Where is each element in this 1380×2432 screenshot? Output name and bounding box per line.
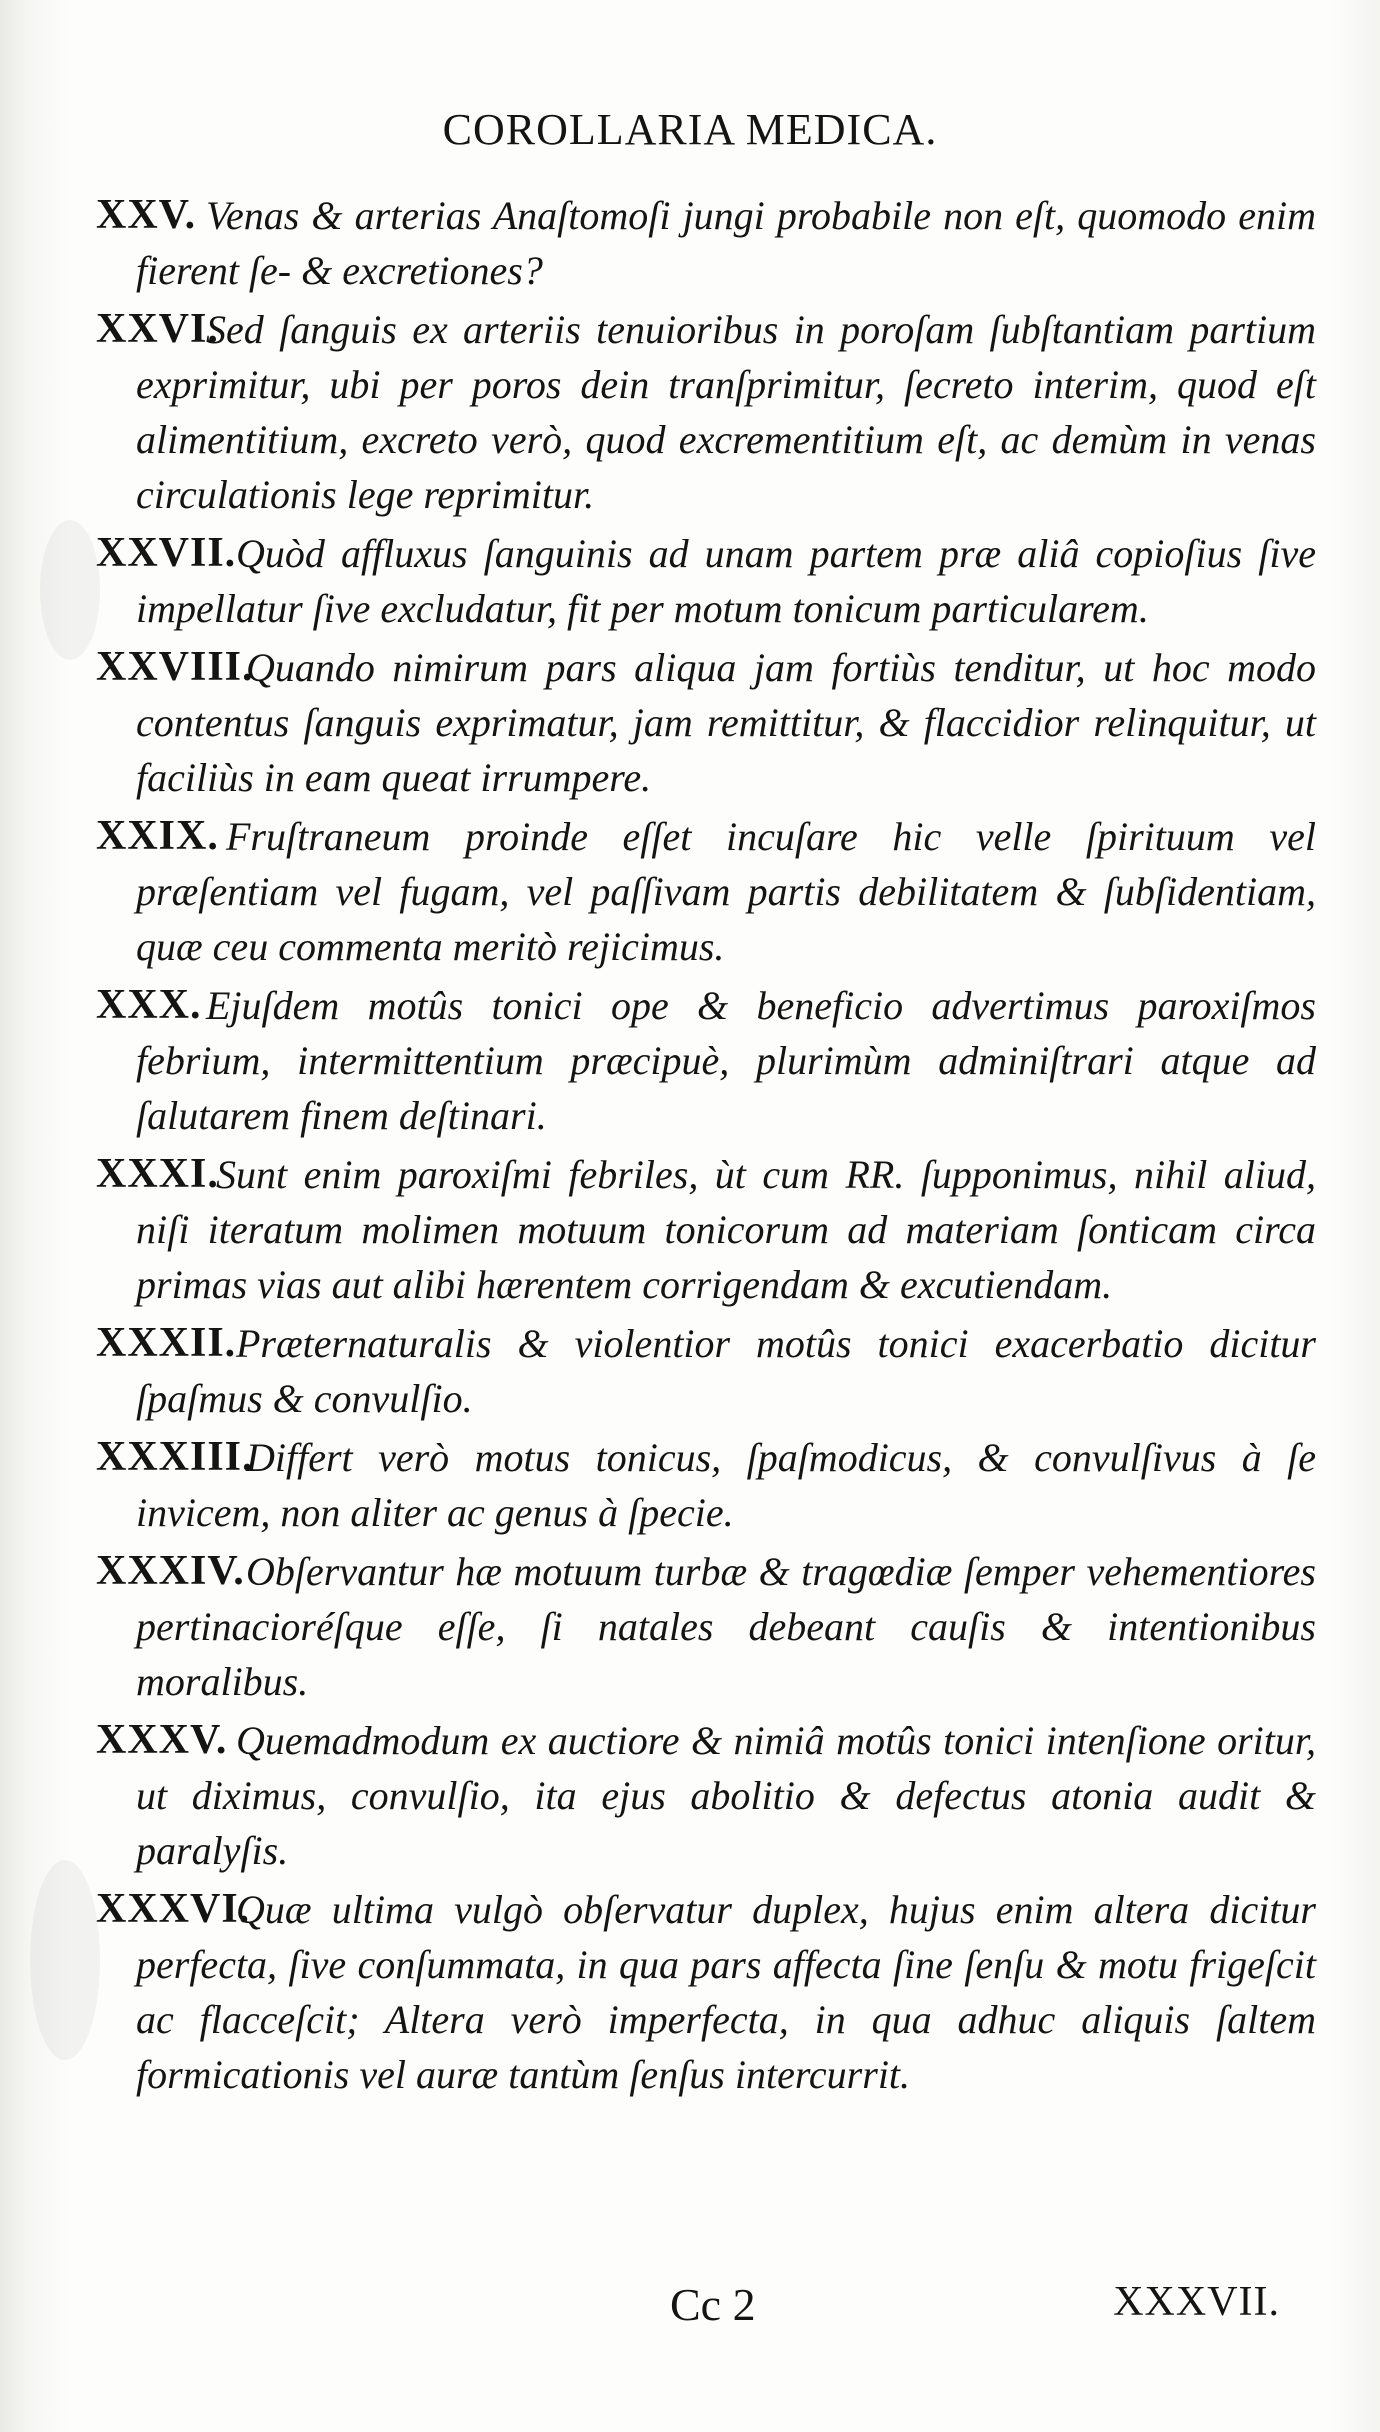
corollary-text: Sed ſanguis ex arteriis tenuioribus in poroſam ſubſtantiam partium exprimitur, ubi per poros dein tranſprimitur, ſecreto interim, quod eſt alimentitium, excreto verò, quod excrementitium eſt, ac demùm in venas circulationis lege reprimitur. bbox=[136, 307, 1316, 517]
corollary-36 bbox=[96, 1882, 1316, 2102]
corollary-text: Sunt enim paroxiſmi febriles, ùt cum RR. ſupponimus, nihil aliud, niſi iteratum molimen motuum tonicorum ad materiam ſonticam circa primas vias aut alibi hærentem corrigendam & excutiendam. bbox=[136, 1152, 1316, 1307]
corollary-numeral: XXX. bbox=[96, 982, 202, 1028]
corollary-text: Quemadmodum ex auctiore & nimiâ motûs tonici intenſione oritur, ut diximus, convulſio, ita ejus abolitio & defectus atonia audit & paralyſis. bbox=[136, 1718, 1316, 1873]
signature-mark: Cc 2 bbox=[670, 2279, 756, 2330]
corollary-text: Quòd affluxus ſanguinis ad unam partem præ aliâ copioſius ſive impellatur ſive excludatur, fit per motum tonicum particularem. bbox=[136, 531, 1316, 631]
corollary-numeral: XXVIII. bbox=[96, 644, 254, 690]
paper-stain bbox=[30, 1860, 100, 2060]
corollary-numeral: XXXVI. bbox=[96, 1886, 251, 1932]
corollary-numeral: XXV. bbox=[96, 192, 197, 238]
corollary-numeral: XXXII. bbox=[96, 1320, 237, 1366]
corollary-32 bbox=[96, 1316, 1316, 1426]
corollaries-list bbox=[96, 188, 1316, 2106]
corollary-numeral: XXXIV. bbox=[96, 1548, 245, 1594]
corollary-34 bbox=[96, 1544, 1316, 1709]
corollary-31 bbox=[96, 1147, 1316, 1312]
corollary-33 bbox=[96, 1430, 1316, 1540]
corollary-numeral: XXXI. bbox=[96, 1151, 219, 1197]
corollary-numeral: XXXV. bbox=[96, 1717, 228, 1763]
corollary-35 bbox=[96, 1713, 1316, 1878]
corollary-numeral: XXIX. bbox=[96, 813, 219, 859]
corollary-text: Differt verò motus tonicus, ſpaſmodicus, & convulſivus à ſe invicem, non aliter ac genus à ſpecie. bbox=[136, 1435, 1316, 1535]
corollary-text: Ejuſdem motûs tonici ope & beneficio advertimus paroxiſmos febrium, intermittentium præcipuè, plurimùm adminiſtrari atque ad ſalutarem finem deſtinari. bbox=[136, 983, 1316, 1138]
corollary-26 bbox=[96, 302, 1316, 522]
corollary-30 bbox=[96, 978, 1316, 1143]
catchword: XXXVII. bbox=[1113, 2279, 1280, 2325]
corollary-numeral: XXVI. bbox=[96, 306, 219, 352]
corollary-text: Præternaturalis & violentior motûs tonici exacerbatio dicitur ſpaſmus & convulſio. bbox=[136, 1321, 1316, 1421]
page-footer bbox=[0, 2278, 1380, 2338]
corollary-numeral: XXXIII. bbox=[96, 1434, 254, 1480]
running-head: COROLLARIA MEDICA. bbox=[442, 105, 938, 154]
corollary-text: Quando nimirum pars aliqua jam fortiùs tenditur, ut hoc modo contentus ſanguis exprimatur, jam remittitur, & flaccidior relinquitur, ut faciliùs in eam queat irrumpere. bbox=[136, 645, 1316, 800]
corollary-25 bbox=[96, 188, 1316, 298]
corollary-numeral: XXVII. bbox=[96, 530, 237, 576]
corollary-28 bbox=[96, 640, 1316, 805]
corollary-text: Obſervantur hæ motuum turbæ & tragœdiæ ſemper vehementiores pertinacioréſque eſſe, ſi natales debeant cauſis & intentionibus moralibus. bbox=[136, 1549, 1316, 1704]
paper-stain bbox=[40, 520, 100, 660]
corollary-text: Venas & arterias Anaſtomoſi jungi probabile non eſt, quomodo enim fierent ſe- & excretiones? bbox=[136, 193, 1316, 293]
corollary-text: Quæ ultima vulgò obſervatur duplex, hujus enim altera dicitur perfecta, ſive conſummata, in qua pars affecta ſine ſenſu & motu frigeſcit ac flacceſcit; Altera verò imperfecta, in qua adhuc aliquis ſaltem formicationis vel auræ tantùm ſenſus intercurrit. bbox=[136, 1887, 1316, 2097]
corollary-29 bbox=[96, 809, 1316, 974]
corollary-27 bbox=[96, 526, 1316, 636]
corollary-text: Fruſtraneum proinde eſſet incuſare hic velle ſpirituum vel præſentiam vel fugam, vel paſſivam partis debilitatem & ſubſidentiam, quæ ceu commenta meritò rejicimus. bbox=[136, 814, 1316, 969]
